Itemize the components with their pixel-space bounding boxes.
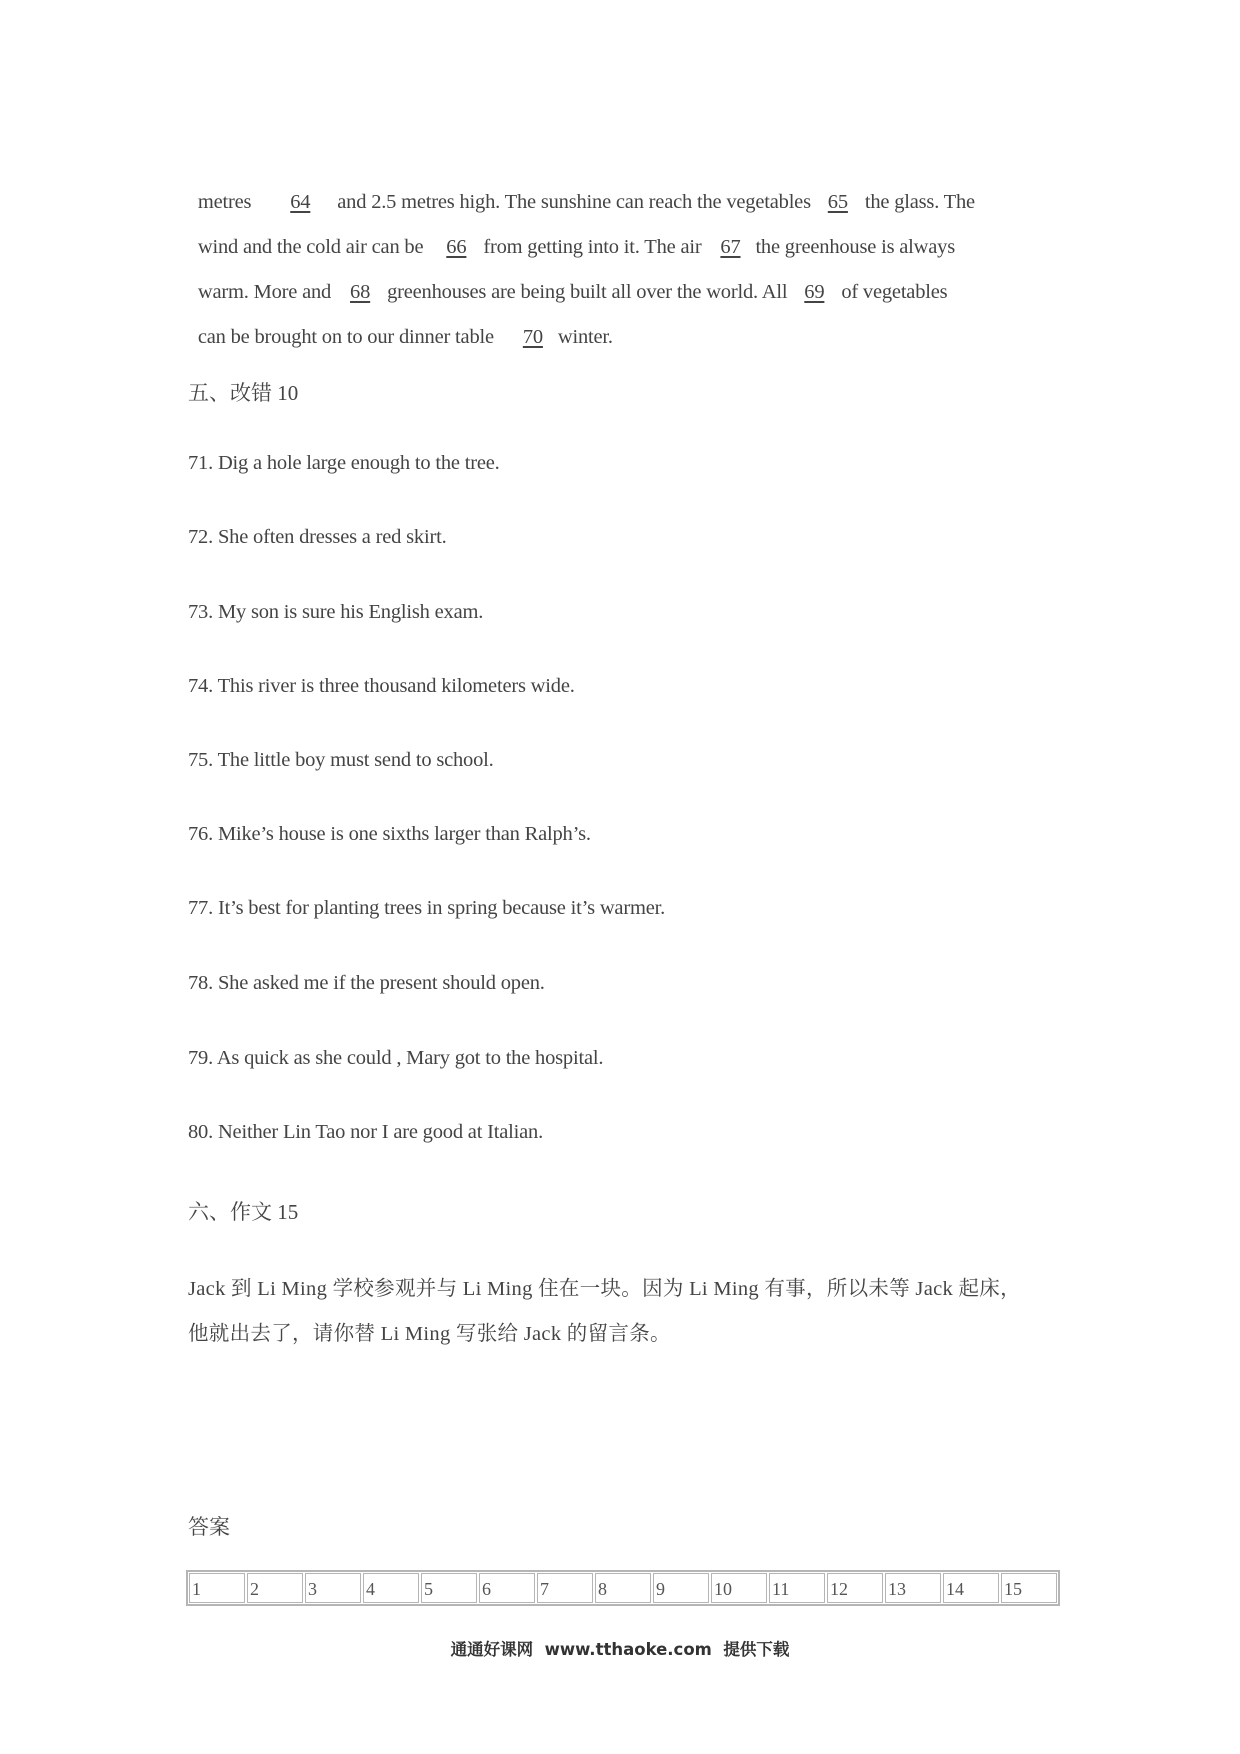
answer-cell-14[interactable]: 14: [943, 1573, 999, 1603]
writing-prompt-line-1: Jack 到 Li Ming 学校参观并与 Li Ming 住在一块。因为 Li Ming 有事，所以未等 Jack 起床，: [188, 1278, 1021, 1300]
correction-item-80: 80. Neither Lin Tao nor I are good at Italian.: [188, 1121, 544, 1143]
answer-cell-6[interactable]: 6: [479, 1573, 535, 1603]
answer-cell-15[interactable]: 15: [1001, 1573, 1057, 1603]
blank-64: 64: [290, 191, 311, 213]
blank-69: 69: [804, 281, 825, 303]
passage-text: metres: [197, 191, 257, 213]
answer-cell-3[interactable]: 3: [305, 1573, 361, 1603]
correction-item-71: 71. Dig a hole large enough to the tree.: [188, 452, 500, 474]
correction-item-74: 74. This river is three thousand kilometers wide.: [188, 675, 575, 697]
blank-67: 67: [720, 236, 741, 258]
answer-cell-7[interactable]: 7: [537, 1573, 593, 1603]
answer-cell-2[interactable]: 2: [247, 1573, 303, 1603]
page-footer: 通通好课网 www.tthaoke.com 提供下载: [450, 1640, 790, 1659]
answers-title: 答案: [188, 1515, 230, 1539]
passage-text: greenhouses are being built all over the world. All: [382, 281, 793, 303]
correction-item-75: 75. The little boy must send to school.: [188, 749, 494, 771]
section-5-title: 五、改错 10: [188, 381, 299, 405]
answer-cell-1[interactable]: 1: [189, 1573, 245, 1603]
passage-line-3: [188, 258, 947, 304]
passage-text: warm. More and: [197, 281, 337, 303]
correction-item-76: 76. Mike’s house is one sixths larger than Ralph’s.: [188, 823, 591, 845]
passage-text: from getting into it. The air: [478, 236, 707, 258]
answer-cell-10[interactable]: 10: [711, 1573, 767, 1603]
passage-text: of vegetables: [836, 281, 948, 303]
blank-70: 70: [522, 326, 543, 348]
passage-text: can be brought on to our dinner table: [197, 326, 499, 348]
passage-text: the greenhouse is always: [750, 236, 956, 258]
answer-cell-11[interactable]: 11: [769, 1573, 825, 1603]
correction-item-73: 73. My son is sure his English exam.: [188, 601, 484, 623]
passage-text: wind and the cold air can be: [197, 236, 429, 258]
correction-item-78: 78. She asked me if the present should open.: [188, 972, 545, 994]
correction-item-77: 77. It’s best for planting trees in spring because it’s warmer.: [188, 897, 666, 919]
answer-table: [186, 1570, 1060, 1606]
answer-cell-9[interactable]: 9: [653, 1573, 709, 1603]
passage-text: the glass. The: [859, 191, 975, 213]
section-6-title: 六、作文 15: [188, 1200, 299, 1224]
answer-cell-5[interactable]: 5: [421, 1573, 477, 1603]
answer-cell-12[interactable]: 12: [827, 1573, 883, 1603]
passage-line-1: [188, 168, 975, 214]
blank-65: 65: [827, 191, 848, 213]
correction-item-72: 72. She often dresses a red skirt.: [188, 526, 447, 548]
answer-cell-4[interactable]: 4: [363, 1573, 419, 1603]
passage-line-4: [188, 303, 613, 349]
passage-text: and 2.5 metres high. The sunshine can reach the vegetables: [332, 191, 816, 213]
writing-prompt-line-2: 他就出去了，请你替 Li Ming 写张给 Jack 的留言条。: [188, 1323, 671, 1345]
passage-text: winter.: [552, 326, 613, 348]
correction-item-79: 79. As quick as she could , Mary got to the hospital.: [188, 1047, 604, 1069]
passage-line-2: [188, 213, 955, 259]
answer-cell-8[interactable]: 8: [595, 1573, 651, 1603]
blank-66: 66: [446, 236, 467, 258]
answer-cell-13[interactable]: 13: [885, 1573, 941, 1603]
blank-68: 68: [350, 281, 371, 303]
